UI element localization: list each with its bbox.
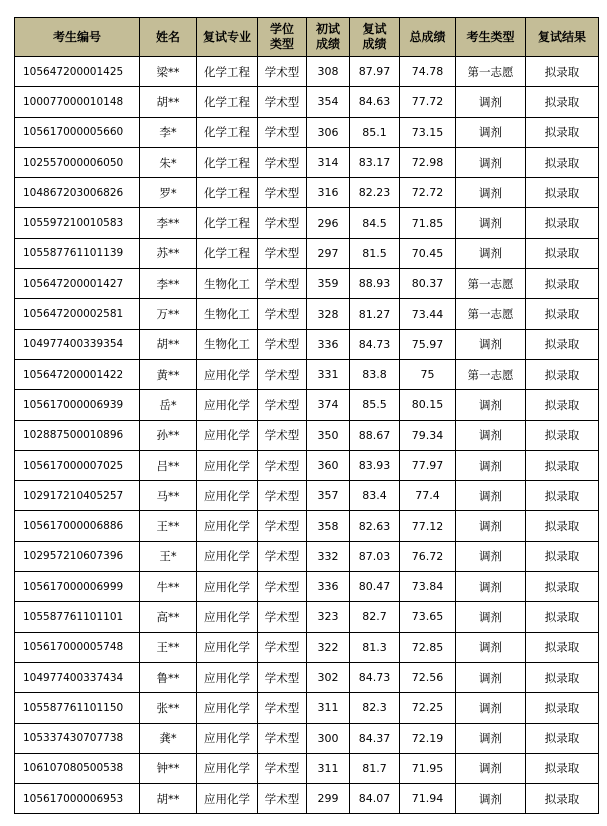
cell-total-score: 73.84 bbox=[400, 572, 456, 602]
table-body bbox=[15, 57, 599, 814]
cell-total-score: 74.78 bbox=[400, 57, 456, 87]
cell-retest-score: 87.97 bbox=[350, 57, 400, 87]
header-initial-score-line: 初试 bbox=[315, 22, 340, 36]
cell-candidate-type: 调剂 bbox=[456, 178, 526, 208]
cell-candidate-id: 104977400337434 bbox=[15, 662, 140, 692]
cell-degree-type: 学术型 bbox=[258, 208, 307, 238]
header-degree-type-line: 类型 bbox=[269, 37, 294, 51]
cell-total-score: 77.72 bbox=[400, 87, 456, 117]
cell-retest-result: 拟录取 bbox=[526, 299, 599, 329]
header-name-line: 姓名 bbox=[155, 29, 180, 44]
cell-retest-result: 拟录取 bbox=[526, 208, 599, 238]
cell-retest-result: 拟录取 bbox=[526, 359, 599, 389]
cell-degree-type: 学术型 bbox=[258, 541, 307, 571]
cell-initial-score: 311 bbox=[307, 693, 350, 723]
cell-initial-score: 336 bbox=[307, 329, 350, 359]
cell-candidate-id: 105587761101150 bbox=[15, 693, 140, 723]
cell-candidate-type: 调剂 bbox=[456, 602, 526, 632]
header-candidate-id bbox=[15, 18, 140, 57]
cell-total-score: 72.72 bbox=[400, 178, 456, 208]
cell-total-score: 72.85 bbox=[400, 632, 456, 662]
cell-retest-score: 84.5 bbox=[350, 208, 400, 238]
table-row bbox=[15, 481, 599, 511]
cell-initial-score: 300 bbox=[307, 723, 350, 753]
cell-name: 高** bbox=[140, 602, 197, 632]
cell-retest-result: 拟录取 bbox=[526, 87, 599, 117]
cell-degree-type: 学术型 bbox=[258, 723, 307, 753]
cell-candidate-id: 102887500010896 bbox=[15, 420, 140, 450]
cell-candidate-type: 调剂 bbox=[456, 511, 526, 541]
table-row bbox=[15, 147, 599, 177]
cell-total-score: 77.12 bbox=[400, 511, 456, 541]
cell-retest-score: 80.47 bbox=[350, 572, 400, 602]
cell-initial-score: 374 bbox=[307, 390, 350, 420]
cell-retest-result: 拟录取 bbox=[526, 117, 599, 147]
cell-candidate-id: 105617000006886 bbox=[15, 511, 140, 541]
header-retest-result bbox=[526, 18, 599, 57]
cell-retest-major: 化学工程 bbox=[197, 117, 258, 147]
table-row bbox=[15, 178, 599, 208]
header-retest-score bbox=[350, 18, 400, 57]
cell-name: 岳* bbox=[140, 390, 197, 420]
table-row bbox=[15, 450, 599, 480]
cell-name: 龚* bbox=[140, 723, 197, 753]
cell-retest-score: 82.3 bbox=[350, 693, 400, 723]
cell-retest-score: 84.07 bbox=[350, 784, 400, 814]
cell-degree-type: 学术型 bbox=[258, 57, 307, 87]
cell-name: 牛** bbox=[140, 572, 197, 602]
cell-retest-major: 化学工程 bbox=[197, 147, 258, 177]
cell-name: 王** bbox=[140, 511, 197, 541]
cell-total-score: 75.97 bbox=[400, 329, 456, 359]
cell-total-score: 80.37 bbox=[400, 269, 456, 299]
cell-candidate-id: 100077000010148 bbox=[15, 87, 140, 117]
cell-retest-major: 应用化学 bbox=[197, 390, 258, 420]
cell-candidate-type: 调剂 bbox=[456, 753, 526, 783]
cell-name: 胡** bbox=[140, 784, 197, 814]
cell-candidate-type: 调剂 bbox=[456, 450, 526, 480]
cell-total-score: 72.19 bbox=[400, 723, 456, 753]
cell-retest-result: 拟录取 bbox=[526, 693, 599, 723]
cell-name: 李** bbox=[140, 208, 197, 238]
cell-retest-major: 应用化学 bbox=[197, 602, 258, 632]
cell-retest-score: 81.3 bbox=[350, 632, 400, 662]
table-row bbox=[15, 57, 599, 87]
cell-retest-score: 84.63 bbox=[350, 87, 400, 117]
cell-retest-major: 应用化学 bbox=[197, 753, 258, 783]
cell-retest-result: 拟录取 bbox=[526, 450, 599, 480]
cell-candidate-id: 105617000005660 bbox=[15, 117, 140, 147]
header-retest-major-line: 复试专业 bbox=[202, 29, 251, 44]
cell-degree-type: 学术型 bbox=[258, 390, 307, 420]
cell-retest-major: 应用化学 bbox=[197, 662, 258, 692]
cell-name: 鲁** bbox=[140, 662, 197, 692]
cell-retest-result: 拟录取 bbox=[526, 784, 599, 814]
table-row bbox=[15, 390, 599, 420]
cell-name: 王** bbox=[140, 632, 197, 662]
cell-initial-score: 358 bbox=[307, 511, 350, 541]
table-header-row bbox=[15, 18, 599, 57]
cell-retest-major: 生物化工 bbox=[197, 299, 258, 329]
cell-candidate-type: 调剂 bbox=[456, 662, 526, 692]
cell-initial-score: 311 bbox=[307, 753, 350, 783]
cell-candidate-id: 105587761101101 bbox=[15, 602, 140, 632]
cell-retest-result: 拟录取 bbox=[526, 147, 599, 177]
table-row bbox=[15, 723, 599, 753]
cell-retest-score: 85.1 bbox=[350, 117, 400, 147]
table-row bbox=[15, 541, 599, 571]
cell-retest-result: 拟录取 bbox=[526, 420, 599, 450]
cell-initial-score: 308 bbox=[307, 57, 350, 87]
cell-initial-score: 331 bbox=[307, 359, 350, 389]
cell-retest-major: 应用化学 bbox=[197, 511, 258, 541]
cell-retest-result: 拟录取 bbox=[526, 753, 599, 783]
cell-degree-type: 学术型 bbox=[258, 269, 307, 299]
cell-candidate-type: 调剂 bbox=[456, 208, 526, 238]
cell-retest-score: 84.37 bbox=[350, 723, 400, 753]
cell-degree-type: 学术型 bbox=[258, 329, 307, 359]
cell-degree-type: 学术型 bbox=[258, 87, 307, 117]
cell-candidate-type: 调剂 bbox=[456, 693, 526, 723]
header-degree-type-line: 学位 bbox=[269, 22, 294, 36]
cell-candidate-id: 105587761101139 bbox=[15, 238, 140, 268]
cell-candidate-id: 105617000006999 bbox=[15, 572, 140, 602]
cell-candidate-type: 调剂 bbox=[456, 147, 526, 177]
table-row bbox=[15, 299, 599, 329]
cell-total-score: 73.15 bbox=[400, 117, 456, 147]
cell-initial-score: 354 bbox=[307, 87, 350, 117]
cell-retest-score: 83.8 bbox=[350, 359, 400, 389]
cell-retest-major: 化学工程 bbox=[197, 87, 258, 117]
cell-degree-type: 学术型 bbox=[258, 299, 307, 329]
cell-retest-score: 82.23 bbox=[350, 178, 400, 208]
cell-retest-score: 84.73 bbox=[350, 329, 400, 359]
cell-retest-result: 拟录取 bbox=[526, 541, 599, 571]
cell-candidate-type: 调剂 bbox=[456, 572, 526, 602]
cell-candidate-type: 调剂 bbox=[456, 541, 526, 571]
table-row bbox=[15, 662, 599, 692]
admission-results-table bbox=[14, 17, 599, 814]
cell-retest-major: 应用化学 bbox=[197, 693, 258, 723]
cell-candidate-id: 105617000007025 bbox=[15, 450, 140, 480]
cell-total-score: 72.98 bbox=[400, 147, 456, 177]
cell-retest-score: 83.4 bbox=[350, 481, 400, 511]
table-row bbox=[15, 329, 599, 359]
cell-retest-score: 81.7 bbox=[350, 753, 400, 783]
table-row bbox=[15, 693, 599, 723]
table-row bbox=[15, 420, 599, 450]
header-retest-score-line: 复试 bbox=[362, 22, 387, 36]
cell-candidate-id: 105647200001425 bbox=[15, 57, 140, 87]
cell-total-score: 73.65 bbox=[400, 602, 456, 632]
table-row bbox=[15, 208, 599, 238]
cell-total-score: 79.34 bbox=[400, 420, 456, 450]
cell-name: 吕** bbox=[140, 450, 197, 480]
cell-initial-score: 323 bbox=[307, 602, 350, 632]
cell-candidate-id: 105647200002581 bbox=[15, 299, 140, 329]
cell-retest-result: 拟录取 bbox=[526, 511, 599, 541]
cell-retest-major: 应用化学 bbox=[197, 632, 258, 662]
cell-initial-score: 316 bbox=[307, 178, 350, 208]
cell-name: 万** bbox=[140, 299, 197, 329]
cell-degree-type: 学术型 bbox=[258, 662, 307, 692]
header-total-score bbox=[400, 18, 456, 57]
cell-initial-score: 332 bbox=[307, 541, 350, 571]
cell-retest-result: 拟录取 bbox=[526, 390, 599, 420]
cell-initial-score: 322 bbox=[307, 632, 350, 662]
cell-name: 罗* bbox=[140, 178, 197, 208]
cell-candidate-type: 调剂 bbox=[456, 390, 526, 420]
header-name bbox=[140, 18, 197, 57]
cell-candidate-id: 104867203006826 bbox=[15, 178, 140, 208]
cell-retest-major: 应用化学 bbox=[197, 723, 258, 753]
cell-retest-major: 化学工程 bbox=[197, 178, 258, 208]
cell-candidate-type: 第一志愿 bbox=[456, 299, 526, 329]
cell-initial-score: 360 bbox=[307, 450, 350, 480]
cell-retest-major: 应用化学 bbox=[197, 572, 258, 602]
cell-total-score: 75 bbox=[400, 359, 456, 389]
cell-retest-major: 应用化学 bbox=[197, 541, 258, 571]
table-row bbox=[15, 632, 599, 662]
header-initial-score-line: 成绩 bbox=[315, 37, 340, 51]
cell-retest-score: 84.73 bbox=[350, 662, 400, 692]
cell-retest-result: 拟录取 bbox=[526, 481, 599, 511]
cell-name: 胡** bbox=[140, 87, 197, 117]
cell-candidate-id: 105647200001422 bbox=[15, 359, 140, 389]
cell-retest-score: 87.03 bbox=[350, 541, 400, 571]
cell-retest-major: 应用化学 bbox=[197, 420, 258, 450]
cell-retest-score: 83.93 bbox=[350, 450, 400, 480]
cell-candidate-id: 102557000006050 bbox=[15, 147, 140, 177]
cell-degree-type: 学术型 bbox=[258, 632, 307, 662]
cell-initial-score: 314 bbox=[307, 147, 350, 177]
table-row bbox=[15, 602, 599, 632]
header-candidate-type-line: 考生类型 bbox=[466, 29, 515, 44]
header-initial-score bbox=[307, 18, 350, 57]
cell-degree-type: 学术型 bbox=[258, 602, 307, 632]
cell-retest-major: 应用化学 bbox=[197, 784, 258, 814]
cell-retest-result: 拟录取 bbox=[526, 329, 599, 359]
cell-degree-type: 学术型 bbox=[258, 450, 307, 480]
table-row bbox=[15, 511, 599, 541]
cell-name: 钟** bbox=[140, 753, 197, 783]
cell-candidate-type: 调剂 bbox=[456, 87, 526, 117]
cell-initial-score: 359 bbox=[307, 269, 350, 299]
cell-name: 张** bbox=[140, 693, 197, 723]
cell-degree-type: 学术型 bbox=[258, 359, 307, 389]
cell-retest-score: 83.17 bbox=[350, 147, 400, 177]
cell-retest-major: 化学工程 bbox=[197, 238, 258, 268]
cell-name: 李** bbox=[140, 269, 197, 299]
cell-name: 梁** bbox=[140, 57, 197, 87]
cell-candidate-type: 第一志愿 bbox=[456, 269, 526, 299]
cell-total-score: 72.56 bbox=[400, 662, 456, 692]
cell-candidate-id: 105647200001427 bbox=[15, 269, 140, 299]
table-row bbox=[15, 87, 599, 117]
cell-total-score: 71.94 bbox=[400, 784, 456, 814]
cell-degree-type: 学术型 bbox=[258, 178, 307, 208]
cell-name: 王* bbox=[140, 541, 197, 571]
table-row bbox=[15, 359, 599, 389]
cell-retest-result: 拟录取 bbox=[526, 238, 599, 268]
cell-candidate-id: 106107080500538 bbox=[15, 753, 140, 783]
cell-name: 李* bbox=[140, 117, 197, 147]
table-row bbox=[15, 117, 599, 147]
cell-retest-score: 82.7 bbox=[350, 602, 400, 632]
cell-name: 马** bbox=[140, 481, 197, 511]
cell-retest-result: 拟录取 bbox=[526, 57, 599, 87]
table-row bbox=[15, 753, 599, 783]
cell-retest-result: 拟录取 bbox=[526, 178, 599, 208]
cell-retest-major: 化学工程 bbox=[197, 208, 258, 238]
cell-degree-type: 学术型 bbox=[258, 572, 307, 602]
cell-degree-type: 学术型 bbox=[258, 481, 307, 511]
cell-initial-score: 296 bbox=[307, 208, 350, 238]
header-degree-type bbox=[258, 18, 307, 57]
cell-retest-result: 拟录取 bbox=[526, 632, 599, 662]
cell-initial-score: 357 bbox=[307, 481, 350, 511]
cell-candidate-type: 调剂 bbox=[456, 784, 526, 814]
cell-candidate-type: 调剂 bbox=[456, 238, 526, 268]
cell-initial-score: 350 bbox=[307, 420, 350, 450]
cell-candidate-id: 105617000005748 bbox=[15, 632, 140, 662]
cell-retest-score: 85.5 bbox=[350, 390, 400, 420]
cell-name: 苏** bbox=[140, 238, 197, 268]
cell-degree-type: 学术型 bbox=[258, 117, 307, 147]
cell-total-score: 77.4 bbox=[400, 481, 456, 511]
cell-retest-major: 应用化学 bbox=[197, 450, 258, 480]
table-row bbox=[15, 238, 599, 268]
cell-degree-type: 学术型 bbox=[258, 420, 307, 450]
cell-initial-score: 299 bbox=[307, 784, 350, 814]
cell-candidate-type: 调剂 bbox=[456, 420, 526, 450]
cell-candidate-id: 105597210010583 bbox=[15, 208, 140, 238]
cell-name: 黄** bbox=[140, 359, 197, 389]
cell-retest-major: 化学工程 bbox=[197, 57, 258, 87]
table-row bbox=[15, 784, 599, 814]
cell-total-score: 71.95 bbox=[400, 753, 456, 783]
cell-total-score: 73.44 bbox=[400, 299, 456, 329]
cell-total-score: 70.45 bbox=[400, 238, 456, 268]
cell-retest-result: 拟录取 bbox=[526, 602, 599, 632]
cell-total-score: 76.72 bbox=[400, 541, 456, 571]
cell-candidate-type: 第一志愿 bbox=[456, 359, 526, 389]
cell-candidate-type: 调剂 bbox=[456, 329, 526, 359]
cell-initial-score: 336 bbox=[307, 572, 350, 602]
cell-initial-score: 328 bbox=[307, 299, 350, 329]
cell-initial-score: 297 bbox=[307, 238, 350, 268]
cell-retest-major: 生物化工 bbox=[197, 329, 258, 359]
header-retest-major bbox=[197, 18, 258, 57]
cell-candidate-id: 104977400339354 bbox=[15, 329, 140, 359]
results-table-container bbox=[14, 17, 599, 814]
cell-degree-type: 学术型 bbox=[258, 693, 307, 723]
cell-retest-major: 应用化学 bbox=[197, 359, 258, 389]
header-total-score-line: 总成绩 bbox=[409, 29, 446, 44]
cell-candidate-id: 105337430707738 bbox=[15, 723, 140, 753]
header-retest-result-line: 复试结果 bbox=[537, 29, 586, 44]
cell-retest-result: 拟录取 bbox=[526, 723, 599, 753]
cell-retest-score: 88.93 bbox=[350, 269, 400, 299]
cell-retest-major: 应用化学 bbox=[197, 481, 258, 511]
cell-candidate-id: 102957210607396 bbox=[15, 541, 140, 571]
cell-candidate-type: 第一志愿 bbox=[456, 57, 526, 87]
cell-degree-type: 学术型 bbox=[258, 511, 307, 541]
cell-retest-score: 81.5 bbox=[350, 238, 400, 268]
cell-retest-result: 拟录取 bbox=[526, 572, 599, 602]
cell-total-score: 72.25 bbox=[400, 693, 456, 723]
cell-degree-type: 学术型 bbox=[258, 238, 307, 268]
cell-retest-score: 82.63 bbox=[350, 511, 400, 541]
cell-retest-major: 生物化工 bbox=[197, 269, 258, 299]
cell-candidate-id: 102917210405257 bbox=[15, 481, 140, 511]
cell-name: 孙** bbox=[140, 420, 197, 450]
cell-total-score: 80.15 bbox=[400, 390, 456, 420]
header-retest-score-line: 成绩 bbox=[362, 37, 387, 51]
cell-retest-result: 拟录取 bbox=[526, 269, 599, 299]
cell-retest-score: 81.27 bbox=[350, 299, 400, 329]
cell-retest-result: 拟录取 bbox=[526, 662, 599, 692]
cell-retest-score: 88.67 bbox=[350, 420, 400, 450]
cell-degree-type: 学术型 bbox=[258, 147, 307, 177]
cell-name: 朱* bbox=[140, 147, 197, 177]
cell-total-score: 77.97 bbox=[400, 450, 456, 480]
cell-candidate-type: 调剂 bbox=[456, 632, 526, 662]
table-row bbox=[15, 572, 599, 602]
cell-candidate-type: 调剂 bbox=[456, 117, 526, 147]
cell-candidate-id: 105617000006939 bbox=[15, 390, 140, 420]
cell-initial-score: 302 bbox=[307, 662, 350, 692]
cell-candidate-type: 调剂 bbox=[456, 723, 526, 753]
cell-degree-type: 学术型 bbox=[258, 753, 307, 783]
cell-total-score: 71.85 bbox=[400, 208, 456, 238]
cell-candidate-type: 调剂 bbox=[456, 481, 526, 511]
table-row bbox=[15, 269, 599, 299]
cell-initial-score: 306 bbox=[307, 117, 350, 147]
header-candidate-id-line: 考生编号 bbox=[52, 29, 101, 44]
header-candidate-type bbox=[456, 18, 526, 57]
cell-candidate-id: 105617000006953 bbox=[15, 784, 140, 814]
cell-name: 胡** bbox=[140, 329, 197, 359]
cell-degree-type: 学术型 bbox=[258, 784, 307, 814]
